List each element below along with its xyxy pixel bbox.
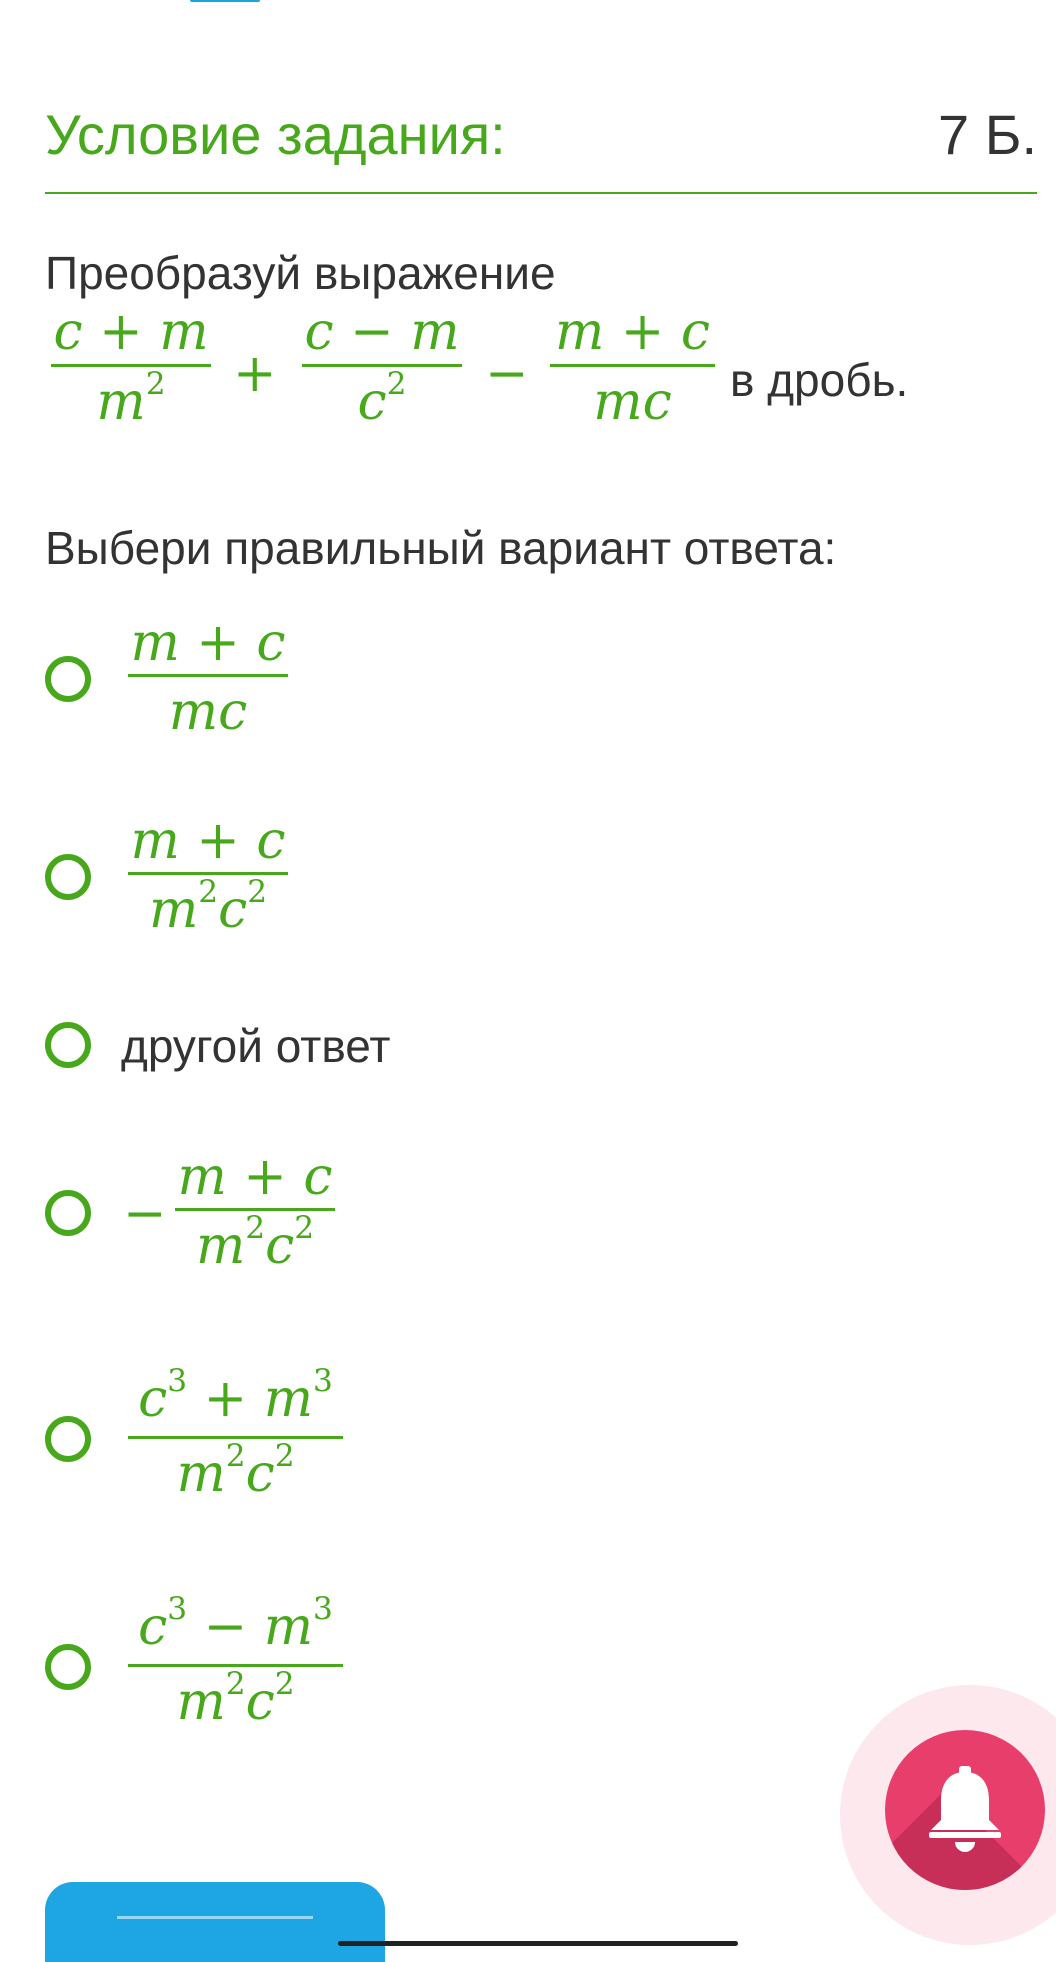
task-expression <box>45 300 945 460</box>
option-4-denominator: $m^2c^2$ <box>195 1210 315 1276</box>
term-2-numerator: c − m <box>304 302 460 362</box>
expression-term-1 <box>51 300 211 437</box>
notification-button[interactable] <box>885 1730 1045 1890</box>
option-1-fraction <box>128 612 288 747</box>
option-5-numerator: $c^3 + m^3$ <box>138 1363 333 1429</box>
option-2-numerator: m + c <box>130 811 286 871</box>
task-intro: Преобразуй выражение <box>45 247 556 299</box>
top-cutoff-fragment <box>45 0 265 4</box>
option-6-numerator: $c^3 - m^3$ <box>138 1591 333 1657</box>
answer-option-4[interactable] <box>45 1146 645 1286</box>
term-2-denominator: $c^2$ <box>357 366 407 432</box>
term-1-numerator: c + m <box>53 302 209 362</box>
radio-unchecked-icon[interactable] <box>45 1190 91 1236</box>
option-5-fraction <box>128 1362 343 1509</box>
option-4-numerator: m + c <box>177 1147 333 1207</box>
option-1-denominator: mc <box>168 682 248 742</box>
radio-unchecked-icon[interactable] <box>45 1416 91 1462</box>
answer-option-2[interactable] <box>45 810 645 950</box>
answer-option-5[interactable] <box>45 1362 645 1512</box>
option-2-denominator: $m^2c^2$ <box>148 874 268 940</box>
expression-term-2 <box>302 300 462 437</box>
radio-unchecked-icon[interactable] <box>45 656 91 702</box>
radio-unchecked-icon[interactable] <box>45 1644 91 1690</box>
answer-option-1[interactable] <box>45 612 645 752</box>
option-6-fraction <box>128 1590 343 1737</box>
submit-button-label-cutoff <box>117 1916 313 1929</box>
term-3-denominator: mc <box>593 372 672 432</box>
cutoff-icon <box>190 0 260 2</box>
home-indicator <box>338 1941 738 1946</box>
expression-term-3 <box>550 300 715 437</box>
option-1-numerator: m + c <box>130 613 286 673</box>
term-1-denominator: $m^2$ <box>96 366 166 432</box>
task-title: Условие задания: <box>45 103 506 166</box>
task-tail-text: в дробь. <box>730 354 909 406</box>
task-header <box>45 102 1037 194</box>
option-4-minus-sign: − <box>123 1184 167 1244</box>
bell-icon <box>925 1766 1005 1854</box>
expression-op-2: − <box>485 344 529 404</box>
notification-button-halo <box>840 1685 1056 1945</box>
option-2-fraction <box>128 810 288 945</box>
answer-prompt: Выбери правильный вариант ответа: <box>45 522 837 574</box>
radio-unchecked-icon[interactable] <box>45 854 91 900</box>
option-5-denominator: $m^2c^2$ <box>176 1438 295 1504</box>
radio-unchecked-icon[interactable] <box>45 1022 91 1068</box>
submit-button[interactable] <box>45 1882 385 1962</box>
answer-option-3[interactable] <box>45 1018 645 1078</box>
term-3-numerator: m + c <box>554 302 711 362</box>
option-3-label: другой ответ <box>121 1020 391 1072</box>
task-points: 7 Б. <box>937 103 1037 166</box>
option-6-denominator: $m^2c^2$ <box>176 1666 295 1732</box>
answer-option-6[interactable] <box>45 1590 645 1740</box>
expression-op-1: + <box>233 344 277 404</box>
option-4-fraction <box>175 1146 335 1281</box>
